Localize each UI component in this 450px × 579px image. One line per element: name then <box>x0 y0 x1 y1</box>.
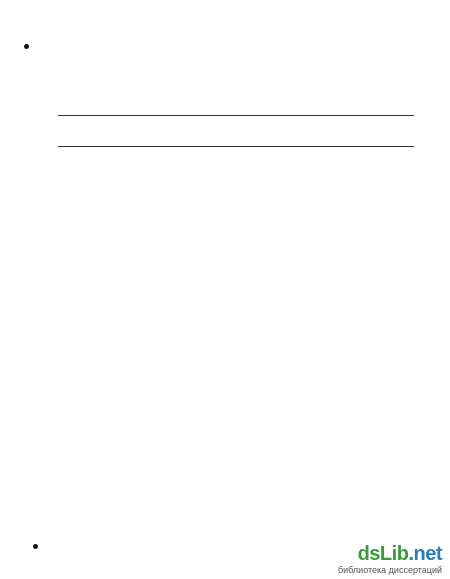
section-divider <box>58 146 414 147</box>
watermark-subtitle: библиотека диссертаций <box>337 565 442 575</box>
watermark-logo <box>338 543 442 565</box>
section-divider <box>58 115 414 116</box>
margin-mark-top <box>24 44 29 49</box>
watermark-logo-suffix: .net <box>408 543 442 565</box>
watermark <box>338 543 442 575</box>
watermark-logo-main: dsLib <box>357 543 409 565</box>
margin-mark-bottom <box>33 544 38 549</box>
